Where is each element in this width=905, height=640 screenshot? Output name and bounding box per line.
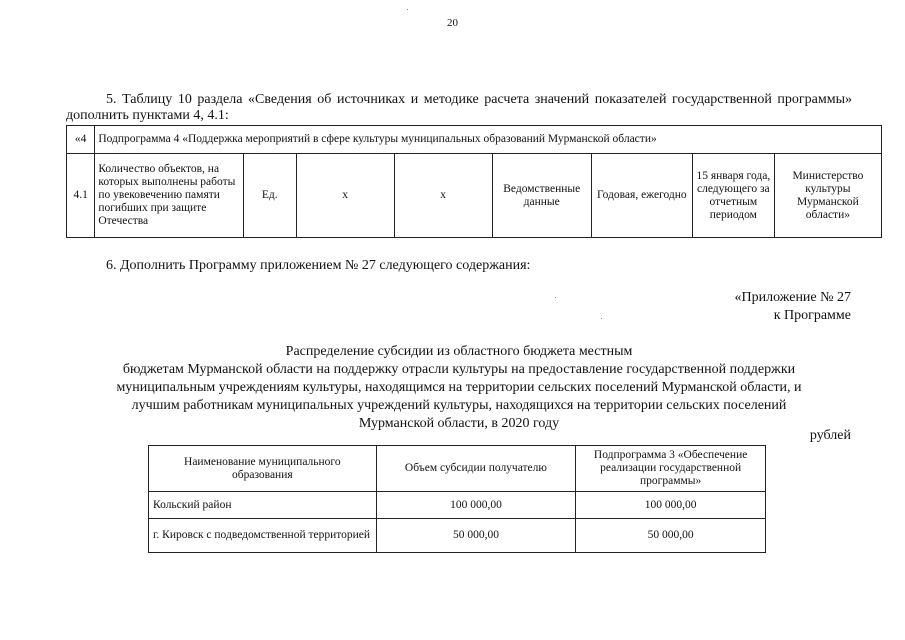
row-number: «4	[67, 126, 95, 154]
table-row	[149, 492, 766, 519]
period-cell: Годовая, ежегодно	[591, 154, 692, 238]
municipality-cell: Кольский район	[149, 492, 377, 519]
indicator-name: Количество объектов, на которых выполнены работы по увековечению памяти погибших при защите Отечества	[95, 154, 244, 238]
scan-speck	[601, 318, 602, 319]
municipality-cell: г. Кировск с подведомственной территорией	[149, 519, 377, 553]
currency-unit: рублей	[809, 428, 851, 443]
paragraph-6: 6. Дополнить Программу приложением № 27 следующего содержания:	[106, 258, 531, 273]
amount-cell: 50 000,00	[376, 519, 576, 553]
column-header: Наименование муниципального образования	[149, 446, 377, 492]
scan-speck	[555, 297, 556, 298]
page-number: 20	[447, 17, 458, 29]
appendix-line: к Программе	[773, 308, 851, 323]
scan-speck	[407, 9, 408, 10]
table-row	[67, 154, 882, 238]
amount-cell: 100 000,00	[576, 492, 766, 519]
table-header-row	[149, 446, 766, 492]
table-header-row	[67, 126, 882, 154]
appendix-label	[735, 289, 852, 325]
document-title	[66, 343, 852, 433]
cell-x: х	[394, 154, 492, 238]
paragraph-5: 5. Таблицу 10 раздела «Сведения об источниках и методике расчета значений показателей государственной программы» дополнить пунктами 4, 4.1:	[66, 92, 852, 123]
responsible-cell: Министерство культуры Мурманской области»	[774, 154, 881, 238]
amount-cell: 50 000,00	[576, 519, 766, 553]
indicators-table	[66, 125, 882, 238]
amount-cell: 100 000,00	[376, 492, 576, 519]
unit-cell: Ед.	[243, 154, 296, 238]
title-line: муниципальным учреждениям культуры, находящимся на территории сельских поселений Мурманской области, и	[116, 380, 802, 395]
appendix-line: «Приложение № 27	[734, 290, 851, 305]
column-header: Подпрограмма 3 «Обеспечение реализации государственной программы»	[576, 446, 766, 492]
title-line: лучшим работникам муниципальных учреждений культуры, находящихся на территории сельских поселений	[131, 398, 787, 413]
date-cell: 15 января года, следующего за отчетным периодом	[692, 154, 774, 238]
title-line: Распределение субсидии из областного бюджета местным	[285, 344, 633, 359]
subprogram-title: Подпрограмма 4 «Поддержка мероприятий в сфере культуры муниципальных образований Мурманской области»	[95, 126, 882, 154]
title-line: Мурманской области, в 2020 году	[358, 416, 560, 431]
row-number: 4.1	[67, 154, 95, 238]
subsidy-table	[148, 445, 766, 553]
column-header: Объем субсидии получателю	[376, 446, 576, 492]
source-cell: Ведомственные данные	[492, 154, 591, 238]
table-row	[149, 519, 766, 553]
title-line: бюджетам Мурманской области на поддержку отрасли культуры на предоставление государственной поддержки	[122, 362, 796, 377]
cell-x: х	[296, 154, 394, 238]
